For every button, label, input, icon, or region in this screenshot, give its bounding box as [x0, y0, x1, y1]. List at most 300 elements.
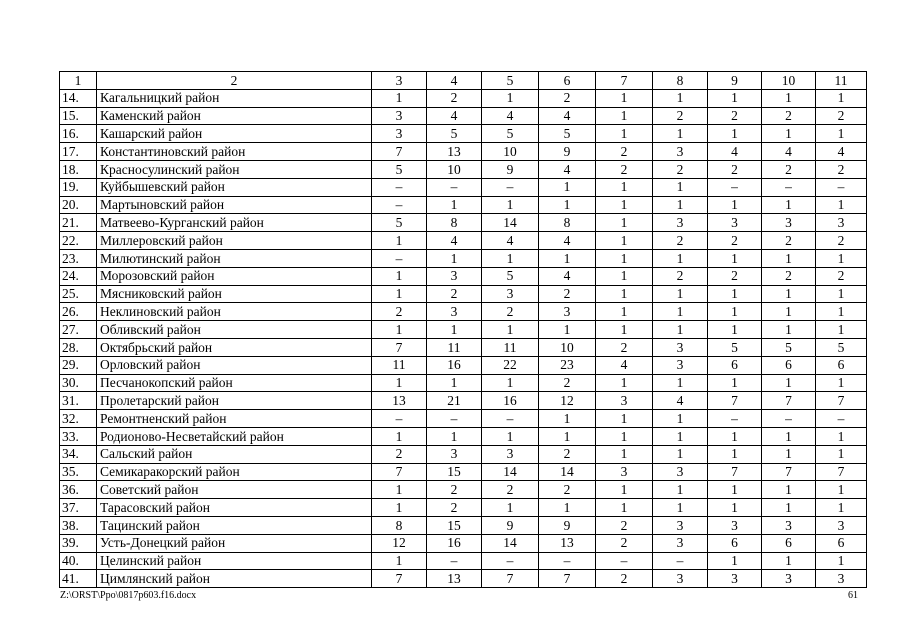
value-cell: 1: [708, 552, 762, 570]
row-number-cell: 20.: [60, 196, 97, 214]
value-cell: 1: [596, 232, 653, 250]
value-cell: 1: [762, 427, 816, 445]
table-row: [60, 570, 867, 588]
value-cell: 22: [482, 356, 539, 374]
value-cell: 1: [816, 196, 867, 214]
value-cell: 8: [372, 516, 427, 534]
value-cell: 1: [762, 321, 816, 339]
value-cell: 1: [762, 125, 816, 143]
value-cell: –: [653, 552, 708, 570]
value-cell: 1: [539, 178, 596, 196]
value-cell: 1: [596, 125, 653, 143]
value-cell: 3: [539, 303, 596, 321]
value-cell: 1: [596, 445, 653, 463]
value-cell: 1: [653, 249, 708, 267]
table-row: [60, 232, 867, 250]
value-cell: 1: [427, 196, 482, 214]
value-cell: 3: [653, 356, 708, 374]
value-cell: 10: [482, 143, 539, 161]
district-name-cell: Константиновский район: [97, 143, 372, 161]
value-cell: 3: [762, 214, 816, 232]
row-number-cell: 41.: [60, 570, 97, 588]
table-row: [60, 338, 867, 356]
value-cell: 1: [372, 499, 427, 517]
value-cell: 6: [762, 356, 816, 374]
row-number-cell: 26.: [60, 303, 97, 321]
value-cell: 1: [708, 125, 762, 143]
value-cell: –: [539, 552, 596, 570]
value-cell: 2: [596, 338, 653, 356]
district-name-cell: Орловский район: [97, 356, 372, 374]
value-cell: 1: [708, 499, 762, 517]
row-number-cell: 30.: [60, 374, 97, 392]
value-cell: 3: [482, 445, 539, 463]
value-cell: 2: [372, 445, 427, 463]
value-cell: 1: [372, 427, 427, 445]
value-cell: 3: [653, 338, 708, 356]
value-cell: 1: [708, 196, 762, 214]
value-cell: 14: [482, 214, 539, 232]
value-cell: 1: [708, 303, 762, 321]
table-row: [60, 249, 867, 267]
value-cell: 15: [427, 463, 482, 481]
value-cell: 9: [539, 143, 596, 161]
value-cell: 1: [762, 552, 816, 570]
value-cell: 1: [596, 249, 653, 267]
value-cell: 2: [596, 534, 653, 552]
district-name-cell: Морозовский район: [97, 267, 372, 285]
value-cell: –: [816, 178, 867, 196]
row-number-cell: 18.: [60, 160, 97, 178]
value-cell: 2: [539, 89, 596, 107]
value-cell: 4: [816, 143, 867, 161]
value-cell: 2: [762, 267, 816, 285]
district-name-cell: Миллеровский район: [97, 232, 372, 250]
row-number-cell: 15.: [60, 107, 97, 125]
table-body: [60, 72, 867, 588]
value-cell: 1: [427, 374, 482, 392]
value-cell: 8: [427, 214, 482, 232]
value-cell: 5: [762, 338, 816, 356]
row-number-cell: 37.: [60, 499, 97, 517]
district-name-cell: Мясниковский район: [97, 285, 372, 303]
value-cell: 6: [762, 534, 816, 552]
row-number-cell: 32.: [60, 410, 97, 428]
value-cell: 1: [539, 499, 596, 517]
value-cell: 1: [708, 89, 762, 107]
row-number-cell: 35.: [60, 463, 97, 481]
value-cell: –: [708, 410, 762, 428]
value-cell: 7: [372, 143, 427, 161]
district-name-cell: Пролетарский район: [97, 392, 372, 410]
table-row: [60, 196, 867, 214]
table-row: [60, 534, 867, 552]
page-number: 61: [848, 590, 858, 601]
value-cell: 7: [762, 392, 816, 410]
value-cell: 4: [539, 232, 596, 250]
value-cell: 1: [816, 89, 867, 107]
row-number-cell: 40.: [60, 552, 97, 570]
row-number-cell: 23.: [60, 249, 97, 267]
value-cell: 11: [372, 356, 427, 374]
district-name-cell: Тацинский район: [97, 516, 372, 534]
value-cell: 1: [653, 285, 708, 303]
value-cell: –: [762, 178, 816, 196]
value-cell: 3: [372, 125, 427, 143]
value-cell: –: [708, 178, 762, 196]
row-number-cell: 39.: [60, 534, 97, 552]
value-cell: 1: [372, 374, 427, 392]
table-row: [60, 160, 867, 178]
value-cell: 3: [762, 570, 816, 588]
value-cell: 1: [816, 552, 867, 570]
value-cell: 1: [653, 374, 708, 392]
value-cell: 3: [372, 107, 427, 125]
value-cell: 13: [539, 534, 596, 552]
value-cell: 1: [816, 445, 867, 463]
value-cell: 5: [539, 125, 596, 143]
value-cell: 1: [427, 321, 482, 339]
value-cell: 1: [762, 196, 816, 214]
value-cell: 2: [762, 232, 816, 250]
value-cell: 1: [653, 321, 708, 339]
value-cell: 7: [372, 463, 427, 481]
header-cell: 9: [708, 72, 762, 90]
table-row: [60, 463, 867, 481]
header-cell: 2: [97, 72, 372, 90]
district-name-cell: Матвеево-Курганский район: [97, 214, 372, 232]
table-row: [60, 410, 867, 428]
value-cell: –: [372, 410, 427, 428]
table-row: [60, 125, 867, 143]
value-cell: 14: [482, 534, 539, 552]
value-cell: 11: [482, 338, 539, 356]
value-cell: 2: [653, 160, 708, 178]
value-cell: 1: [762, 445, 816, 463]
value-cell: 1: [596, 427, 653, 445]
table-row: [60, 552, 867, 570]
value-cell: 2: [596, 160, 653, 178]
table-row: [60, 107, 867, 125]
value-cell: 2: [482, 481, 539, 499]
value-cell: 1: [427, 427, 482, 445]
district-name-cell: Ремонтненский район: [97, 410, 372, 428]
value-cell: 3: [653, 463, 708, 481]
value-cell: 5: [372, 160, 427, 178]
value-cell: 3: [427, 303, 482, 321]
value-cell: 1: [596, 499, 653, 517]
value-cell: 1: [539, 410, 596, 428]
district-name-cell: Советский район: [97, 481, 372, 499]
value-cell: 4: [653, 392, 708, 410]
district-name-cell: Мартыновский район: [97, 196, 372, 214]
value-cell: 1: [762, 303, 816, 321]
value-cell: 6: [816, 356, 867, 374]
value-cell: 1: [816, 125, 867, 143]
value-cell: 1: [708, 249, 762, 267]
value-cell: 2: [372, 303, 427, 321]
value-cell: 3: [427, 267, 482, 285]
value-cell: 2: [816, 232, 867, 250]
value-cell: 1: [372, 267, 427, 285]
value-cell: 1: [653, 410, 708, 428]
district-name-cell: Усть-Донецкий район: [97, 534, 372, 552]
district-name-cell: Куйбышевский район: [97, 178, 372, 196]
value-cell: –: [427, 552, 482, 570]
value-cell: 9: [482, 516, 539, 534]
value-cell: 1: [653, 303, 708, 321]
value-cell: 6: [708, 534, 762, 552]
value-cell: 7: [708, 392, 762, 410]
value-cell: 2: [762, 107, 816, 125]
value-cell: 1: [762, 481, 816, 499]
value-cell: 1: [596, 196, 653, 214]
value-cell: –: [596, 552, 653, 570]
value-cell: 2: [653, 267, 708, 285]
table-row: [60, 214, 867, 232]
value-cell: 5: [427, 125, 482, 143]
value-cell: 1: [596, 89, 653, 107]
value-cell: 5: [482, 125, 539, 143]
value-cell: 4: [762, 143, 816, 161]
value-cell: 2: [539, 285, 596, 303]
header-cell: 7: [596, 72, 653, 90]
value-cell: 2: [539, 445, 596, 463]
row-number-cell: 36.: [60, 481, 97, 499]
value-cell: 8: [539, 214, 596, 232]
value-cell: 10: [427, 160, 482, 178]
value-cell: 1: [816, 374, 867, 392]
value-cell: 7: [816, 392, 867, 410]
value-cell: 2: [816, 267, 867, 285]
value-cell: 1: [653, 89, 708, 107]
value-cell: 1: [596, 303, 653, 321]
value-cell: 2: [596, 516, 653, 534]
value-cell: 7: [482, 570, 539, 588]
district-name-cell: Песчанокопский район: [97, 374, 372, 392]
header-cell: 8: [653, 72, 708, 90]
value-cell: 4: [482, 232, 539, 250]
value-cell: 5: [372, 214, 427, 232]
value-cell: 1: [596, 285, 653, 303]
value-cell: –: [482, 178, 539, 196]
table-row: [60, 356, 867, 374]
district-name-cell: Тарасовский район: [97, 499, 372, 517]
value-cell: 4: [427, 107, 482, 125]
value-cell: 1: [596, 321, 653, 339]
value-cell: 2: [482, 303, 539, 321]
header-cell: 1: [60, 72, 97, 90]
row-number-cell: 24.: [60, 267, 97, 285]
row-number-cell: 27.: [60, 321, 97, 339]
value-cell: –: [372, 196, 427, 214]
value-cell: 1: [372, 89, 427, 107]
district-name-cell: Сальский район: [97, 445, 372, 463]
value-cell: 1: [596, 107, 653, 125]
value-cell: 21: [427, 392, 482, 410]
row-number-cell: 14.: [60, 89, 97, 107]
value-cell: 1: [539, 196, 596, 214]
row-number-cell: 28.: [60, 338, 97, 356]
table-row: [60, 499, 867, 517]
value-cell: 1: [596, 481, 653, 499]
value-cell: 3: [816, 516, 867, 534]
value-cell: 2: [653, 232, 708, 250]
value-cell: 1: [653, 196, 708, 214]
value-cell: 3: [816, 214, 867, 232]
statistics-table: [59, 71, 867, 588]
value-cell: 5: [482, 267, 539, 285]
value-cell: 2: [539, 481, 596, 499]
table-row: [60, 89, 867, 107]
row-number-cell: 22.: [60, 232, 97, 250]
value-cell: 2: [427, 285, 482, 303]
row-number-cell: 16.: [60, 125, 97, 143]
value-cell: 1: [372, 552, 427, 570]
value-cell: 1: [708, 481, 762, 499]
value-cell: –: [482, 410, 539, 428]
value-cell: 1: [372, 232, 427, 250]
value-cell: 14: [539, 463, 596, 481]
value-cell: 1: [708, 374, 762, 392]
row-number-cell: 31.: [60, 392, 97, 410]
value-cell: 1: [816, 499, 867, 517]
header-cell: 5: [482, 72, 539, 90]
header-cell: 11: [816, 72, 867, 90]
value-cell: 3: [708, 570, 762, 588]
value-cell: –: [372, 249, 427, 267]
table-row: [60, 427, 867, 445]
row-number-cell: 25.: [60, 285, 97, 303]
header-cell: 4: [427, 72, 482, 90]
value-cell: 1: [653, 125, 708, 143]
row-number-cell: 34.: [60, 445, 97, 463]
value-cell: 13: [427, 143, 482, 161]
value-cell: 1: [596, 374, 653, 392]
value-cell: 14: [482, 463, 539, 481]
district-name-cell: Цимлянский район: [97, 570, 372, 588]
value-cell: 1: [427, 249, 482, 267]
value-cell: 1: [372, 481, 427, 499]
table-row: [60, 143, 867, 161]
value-cell: 3: [596, 392, 653, 410]
header-cell: 6: [539, 72, 596, 90]
district-name-cell: Неклиновский район: [97, 303, 372, 321]
value-cell: 3: [653, 214, 708, 232]
value-cell: 2: [708, 232, 762, 250]
value-cell: 1: [482, 196, 539, 214]
value-cell: 3: [653, 516, 708, 534]
value-cell: 1: [762, 249, 816, 267]
row-number-cell: 33.: [60, 427, 97, 445]
district-name-cell: Семикаракорский район: [97, 463, 372, 481]
value-cell: –: [372, 178, 427, 196]
value-cell: 1: [708, 285, 762, 303]
value-cell: 4: [539, 267, 596, 285]
value-cell: 5: [708, 338, 762, 356]
value-cell: 1: [708, 427, 762, 445]
value-cell: 1: [816, 303, 867, 321]
value-cell: 2: [596, 143, 653, 161]
value-cell: 9: [482, 160, 539, 178]
row-number-cell: 19.: [60, 178, 97, 196]
district-name-cell: Каменский район: [97, 107, 372, 125]
value-cell: –: [816, 410, 867, 428]
value-cell: 1: [653, 178, 708, 196]
row-number-cell: 38.: [60, 516, 97, 534]
value-cell: 2: [708, 107, 762, 125]
value-cell: 1: [816, 427, 867, 445]
value-cell: 11: [427, 338, 482, 356]
value-cell: 1: [816, 481, 867, 499]
value-cell: 1: [653, 499, 708, 517]
value-cell: 3: [596, 463, 653, 481]
value-cell: 2: [427, 481, 482, 499]
value-cell: 7: [372, 570, 427, 588]
value-cell: 1: [372, 321, 427, 339]
table-row: [60, 267, 867, 285]
value-cell: 2: [427, 499, 482, 517]
table-row: [60, 516, 867, 534]
district-name-cell: Октябрьский район: [97, 338, 372, 356]
value-cell: 2: [653, 107, 708, 125]
value-cell: 1: [482, 427, 539, 445]
value-cell: 2: [816, 160, 867, 178]
value-cell: 7: [539, 570, 596, 588]
table-row: [60, 321, 867, 339]
value-cell: 1: [816, 321, 867, 339]
table-row: [60, 178, 867, 196]
value-cell: 4: [708, 143, 762, 161]
value-cell: 1: [816, 249, 867, 267]
value-cell: 1: [482, 499, 539, 517]
value-cell: 12: [539, 392, 596, 410]
value-cell: 3: [708, 516, 762, 534]
value-cell: 1: [708, 445, 762, 463]
district-name-cell: Кашарский район: [97, 125, 372, 143]
value-cell: 4: [539, 160, 596, 178]
value-cell: 7: [708, 463, 762, 481]
value-cell: 12: [372, 534, 427, 552]
value-cell: –: [482, 552, 539, 570]
value-cell: 16: [427, 534, 482, 552]
value-cell: 4: [539, 107, 596, 125]
value-cell: –: [427, 178, 482, 196]
value-cell: 2: [539, 374, 596, 392]
table-row: [60, 303, 867, 321]
district-name-cell: Милютинский район: [97, 249, 372, 267]
table-row: [60, 285, 867, 303]
value-cell: 1: [539, 249, 596, 267]
table-row: [60, 481, 867, 499]
value-cell: 2: [708, 160, 762, 178]
value-cell: 1: [653, 481, 708, 499]
value-cell: 2: [427, 89, 482, 107]
value-cell: 2: [708, 267, 762, 285]
value-cell: 2: [596, 570, 653, 588]
value-cell: 6: [708, 356, 762, 374]
value-cell: 3: [653, 534, 708, 552]
header-cell: 3: [372, 72, 427, 90]
value-cell: 9: [539, 516, 596, 534]
value-cell: 23: [539, 356, 596, 374]
value-cell: 3: [482, 285, 539, 303]
value-cell: 15: [427, 516, 482, 534]
header-cell: 10: [762, 72, 816, 90]
value-cell: –: [427, 410, 482, 428]
value-cell: 1: [596, 178, 653, 196]
value-cell: 1: [596, 267, 653, 285]
